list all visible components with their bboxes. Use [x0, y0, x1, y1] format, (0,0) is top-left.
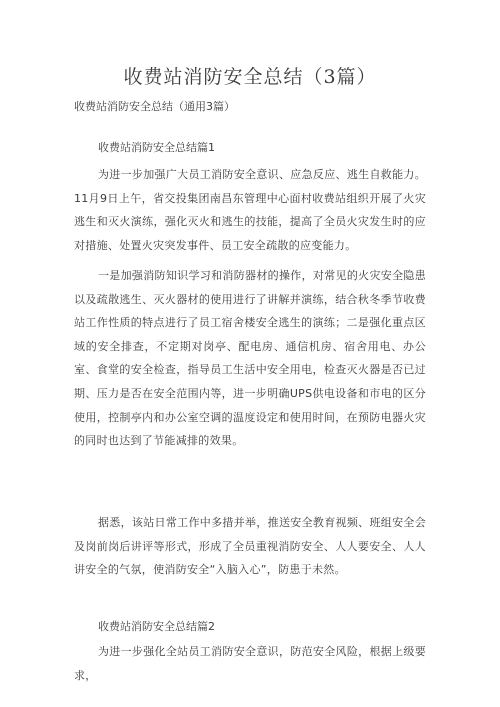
paragraph-2: 一是加强消防知识学习和消防器材的操作，对常见的火灾安全隐患以及疏散逃生、灭火器材的使用进行了讲解并演练，结合秋冬季节收费站工作性质的特点进行了员工宿舍楼安全逃生的演练；二是强化重点区域的安全排查，不定期对岗亭、配电房、通信机房、宿舍用电、办公室、食堂的安全检查，指导员工生活中安全用电，检查灭火器是否已过期、压力是否在安全范围内等，进一步明确UPS供电设备和市电的区分使用，控制亭内和办公室空调的温度设定和使用时间，在预防电器火灾的同时也达到了节能减排的效果。 — [74, 269, 426, 448]
section-heading-2: 收费站消防安全总结篇2 — [98, 620, 215, 633]
paragraph-3: 据悉，该站日常工作中多措并举，推送安全教育视频、班组安全会及岗前岗后讲评等形式，形成了全员重视消防安全、人人要安全、人人讲安全的气氛，使消防安全“入脑入心”，防患于未然。 — [74, 516, 426, 577]
paragraph-1: 为进一步加强广大员工消防安全意识、应急反应、逃生自救能力。11月9日上午，省交投集团南昌东管理中心面村收费站组织开展了火灾逃生和灭火演练，强化灭火和逃生的技能，提高了全员火灾发生时的应对措施、处置火灾突发事件、员工安全疏散的应变能力。 — [74, 168, 426, 252]
paragraph-4: 为进一步强化全站员工消防安全意识，防范安全风险，根据上级要求， — [74, 645, 426, 682]
document-subtitle: 收费站消防安全总结（通用3篇） — [74, 100, 235, 113]
document-title: 收费站消防安全总结（3篇） — [123, 66, 377, 88]
section-heading-1: 收费站消防安全总结篇1 — [98, 141, 215, 154]
